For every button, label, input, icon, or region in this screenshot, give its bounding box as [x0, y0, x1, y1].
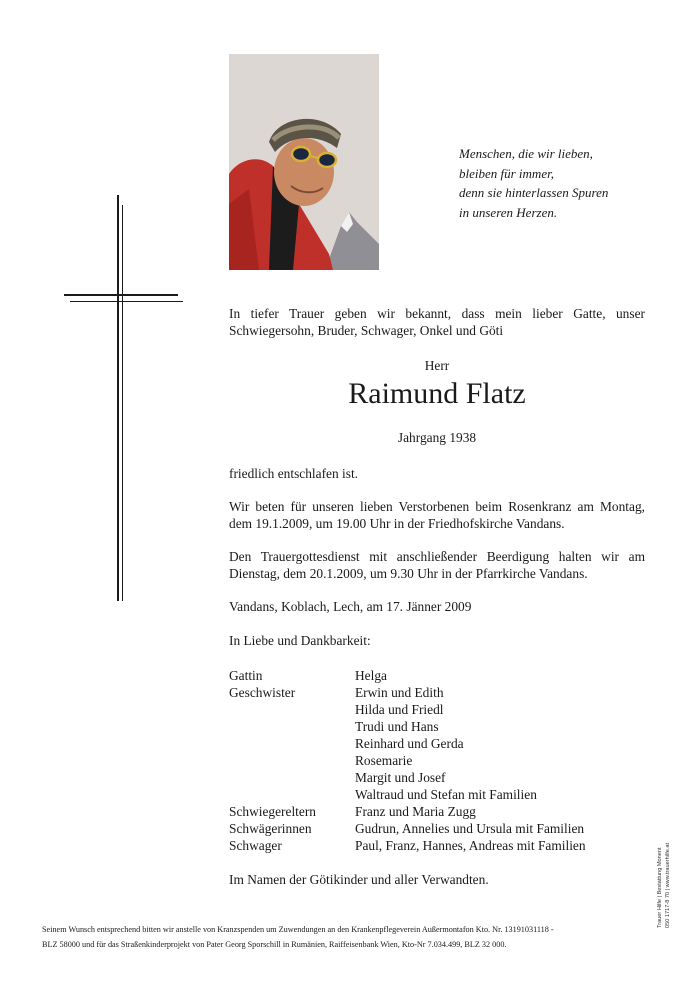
imprint-line: Trauer Hilfe | Bestattung Monent: [657, 847, 663, 928]
list-item: [229, 837, 649, 854]
donation-note: [42, 922, 662, 952]
relative-names: Trudi und Hans: [355, 719, 439, 734]
announcement-text: In tiefer Trauer geben wir bekannt, dass mein lieber Gatte, unser Schwiegersohn, Bruder, Schwager, Onkel und Göti: [229, 306, 645, 338]
quote-line: denn sie hinterlassen Spuren: [459, 185, 609, 200]
rosary-text: Wir beten für unseren lieben Verstorbenen beim Rosenkranz am Montag, dem 19.1.2009, um 19.00 Uhr in der Friedhofskirche Vandans.: [229, 499, 645, 531]
relative-names: Franz und Maria Zugg: [355, 804, 476, 819]
relation-label: Schwiegereltern: [229, 804, 316, 819]
relative-names: Gudrun, Annelies und Ursula mit Familien: [355, 821, 585, 836]
portrait-photo: [229, 54, 379, 270]
list-item: [229, 786, 649, 803]
relative-names: Erwin und Edith: [355, 685, 444, 700]
deceased-name: Raimund Flatz: [348, 377, 526, 410]
relation-label: Schwager: [229, 838, 282, 853]
funeral-home-imprint: [656, 828, 686, 928]
quote-line: in unseren Herzen.: [459, 204, 558, 220]
relative-names: Paul, Franz, Hannes, Andreas mit Familien: [355, 838, 586, 853]
relation-label: Schwägerinnen: [229, 821, 312, 836]
list-item: [229, 735, 649, 752]
list-item: [229, 667, 649, 684]
list-item: [229, 718, 649, 735]
quote-line: bleiben für immer,: [459, 165, 554, 181]
relative-names: Rosemarie: [355, 753, 413, 768]
list-item: [229, 769, 649, 786]
relation-label: Gattin: [229, 668, 263, 683]
relative-names: Helga: [355, 668, 387, 683]
place-date: Vandans, Koblach, Lech, am 17. Jänner 2009: [229, 599, 472, 614]
birth-year: Jahrgang 1938: [397, 430, 477, 445]
relative-names: Hilda und Friedl: [355, 702, 444, 717]
list-item: [229, 752, 649, 769]
passed-text: friedlich entschlafen ist.: [229, 466, 359, 481]
imprint-line: 050 1717-8 70 | www.trauerhilfe.at: [665, 842, 671, 928]
funeral-text: Den Trauergottesdienst mit anschließender Beerdigung halten wir am Dienstag, dem 20.1.2009, um 9.30 Uhr in der Pfarrkirche Vandans.: [229, 549, 645, 581]
relative-names: Waltraud und Stefan mit Familien: [355, 787, 537, 802]
list-item: [229, 701, 649, 718]
memorial-quote: [459, 144, 669, 222]
list-item: [229, 820, 649, 837]
relative-names: Margit und Josef: [355, 770, 446, 785]
closing-text: Im Namen der Götikinder und aller Verwandten.: [229, 872, 489, 887]
list-item: [229, 803, 649, 820]
relative-names: Reinhard und Gerda: [355, 736, 464, 751]
relation-label: Geschwister: [229, 685, 296, 700]
quote-line: Menschen, die wir lieben,: [459, 146, 593, 161]
donation-line: Seinem Wunsch entsprechend bitten wir anstelle von Kranzspenden um Zuwendungen an den Krankenpflegeverein Außermontafon Kto. Nr. 13191031118 -: [42, 925, 554, 934]
love-gratitude: In Liebe und Dankbarkeit:: [229, 633, 371, 648]
donation-line: BLZ 58000 und für das Straßenkinderprojekt von Pater Georg Sporschill in Rumänien, Raiffeisenbank Wien, Kto-Nr 7.034.499, BLZ 32 000.: [42, 940, 507, 949]
list-item: [229, 684, 649, 701]
salutation: Herr: [424, 358, 450, 373]
